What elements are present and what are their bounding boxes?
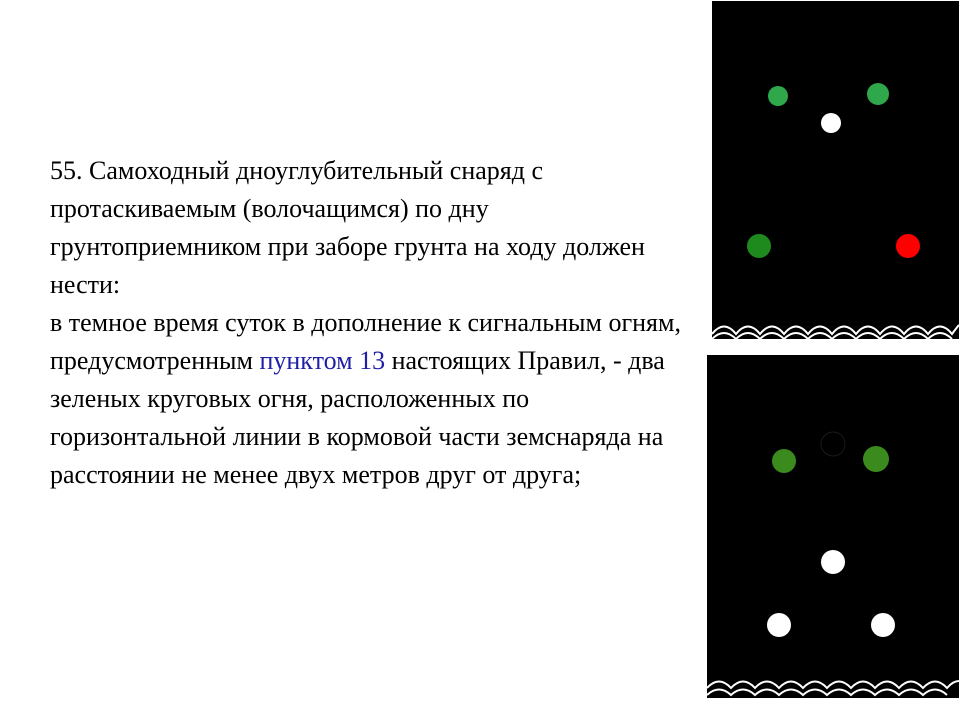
night-lights-top-illustration [712, 1, 959, 339]
rule-intro: 55. Самоходный дноуглубительный снаряд с протаскиваемым (волочащимся) по дну грунтоприемником при заборе грунта на ходу должен нести: [50, 156, 645, 299]
green-light-icon [772, 449, 796, 473]
green-light-icon [747, 234, 771, 258]
white-light-icon [821, 550, 845, 574]
rule-13-link[interactable]: пунктом 13 [259, 346, 386, 375]
white-light-icon [871, 613, 895, 637]
rule-lead: в темное время суток в дополнение к сигнальным огням, предусмотренным [50, 308, 681, 375]
wave-icon [707, 690, 947, 696]
green-light-icon [863, 446, 889, 472]
red-light-icon [896, 234, 920, 258]
wave-icon [707, 681, 959, 688]
unlit-light-icon [821, 432, 845, 456]
green-light-icon [768, 86, 788, 106]
rule-rest: настоящих Правил, - два зеленых круговых огня, расположенных по горизонтальной линии в кормовой части земснаряда на расстоянии не менее двух метров друг от друга; [50, 346, 665, 489]
rule-body [50, 304, 700, 494]
rule-text [50, 152, 700, 494]
night-lights-bottom-illustration [707, 355, 959, 698]
green-light-icon [867, 83, 889, 105]
white-light-icon [767, 613, 791, 637]
white-light-icon [821, 113, 841, 133]
